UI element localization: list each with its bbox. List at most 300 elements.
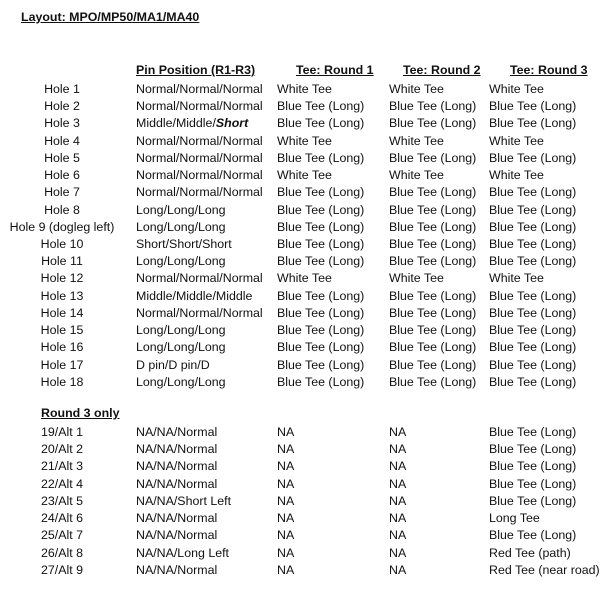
tee-round-1-cell	[277, 98, 364, 115]
pin-position-cell	[136, 202, 226, 219]
tee-round-2-text: NA	[389, 511, 407, 526]
tee-round-3-text: Blue Tee (Long)	[489, 116, 577, 131]
tee-round-1-text: Blue Tee (Long)	[277, 150, 365, 165]
hole-name-text: Hole 7	[44, 185, 80, 200]
header-tee-round-1: Tee: Round 1	[296, 63, 374, 77]
tee-round-2-text: Blue Tee (Long)	[389, 219, 477, 234]
hole-name-cell	[0, 322, 124, 339]
tee-round-1-text: Blue Tee (Long)	[277, 323, 365, 338]
hole-name-text: Hole 11	[41, 254, 83, 269]
tee-round-1-text: Blue Tee (Long)	[277, 305, 365, 320]
table-row	[0, 424, 600, 441]
hole-name-text: Hole 12	[40, 271, 84, 286]
tee-round-2-cell	[389, 115, 476, 132]
tee-round-3-text: White Tee	[489, 133, 544, 148]
hole-name-text: 25/Alt 7	[40, 528, 84, 543]
hole-name-text: Hole 2	[44, 99, 80, 114]
tee-round-3-cell	[489, 357, 576, 374]
hole-name-text: Hole 16	[40, 340, 84, 355]
tee-round-2-text: NA	[389, 442, 407, 457]
pin-position-text: Long/Long/Long	[136, 340, 226, 355]
pin-position-text: Normal/Normal/Normal	[136, 82, 263, 96]
tee-round-3-cell	[489, 184, 576, 201]
tee-round-3-text: Blue Tee (Long)	[489, 323, 577, 338]
tee-round-2-cell	[389, 202, 476, 219]
pin-position-cell	[136, 270, 263, 287]
tee-round-2-text: NA	[389, 528, 407, 543]
tee-round-2-cell	[389, 357, 476, 374]
hole-name-text: Hole 5	[44, 150, 80, 165]
tee-round-3-cell	[489, 253, 576, 270]
tee-round-3-text: Blue Tee (Long)	[489, 185, 577, 200]
hole-name-cell	[0, 167, 124, 184]
hole-name-cell	[0, 374, 124, 391]
tee-round-2-cell	[389, 545, 406, 562]
pin-position-cell	[136, 545, 229, 562]
tee-round-1-cell	[277, 527, 294, 544]
tee-round-1-text: NA	[277, 493, 295, 508]
pin-position-text: Normal/Normal/Normal	[136, 133, 263, 148]
tee-round-2-text: Blue Tee (Long)	[389, 202, 477, 217]
tee-round-3-text: Red Tee (path)	[489, 545, 571, 560]
pin-position-cell	[136, 322, 226, 339]
tee-round-1-text: Blue Tee (Long)	[277, 254, 365, 269]
pin-position-text: Normal/Normal/Normal	[136, 305, 263, 320]
tee-round-3-text: Blue Tee (Long)	[489, 442, 577, 457]
pin-position-text: D pin/D pin/D	[136, 357, 210, 372]
tee-round-3-cell	[489, 545, 571, 562]
tee-round-2-cell	[389, 562, 406, 579]
tee-round-3-cell	[489, 339, 576, 356]
tee-round-2-cell	[389, 322, 476, 339]
pin-position-text: NA/NA/Long Left	[136, 545, 229, 560]
tee-round-2-cell	[389, 305, 476, 322]
pin-emphasis-text: Short	[215, 116, 249, 131]
tee-round-2-text: Blue Tee (Long)	[389, 288, 477, 303]
pin-position-text: NA/NA/Short Left	[136, 493, 232, 508]
tee-round-3-cell	[489, 98, 576, 115]
header-tee-round-2: Tee: Round 2	[403, 63, 481, 77]
tee-round-1-text: Blue Tee (Long)	[277, 185, 365, 200]
pin-position-cell	[136, 167, 263, 184]
tee-round-2-cell	[389, 424, 406, 441]
tee-round-1-text: Blue Tee (Long)	[277, 374, 365, 389]
table-row	[0, 476, 600, 493]
tee-round-2-text: Blue Tee (Long)	[389, 357, 477, 372]
hole-name-cell	[0, 270, 124, 287]
hole-name-cell	[0, 184, 124, 201]
tee-round-2-cell	[389, 374, 476, 391]
tee-round-3-text: Blue Tee (Long)	[489, 202, 577, 217]
tee-round-1-cell	[277, 476, 294, 493]
pin-position-cell	[136, 441, 217, 458]
tee-round-3-text: Blue Tee (Long)	[489, 374, 577, 389]
tee-round-2-text: Blue Tee (Long)	[389, 150, 477, 165]
tee-round-3-text: Blue Tee (Long)	[489, 528, 577, 543]
table-row	[0, 305, 600, 322]
pin-position-text: Long/Long/Long	[136, 219, 226, 234]
pin-position-cell	[136, 424, 217, 441]
table-row	[0, 98, 600, 115]
hole-name-text: Hole 9 (dogleg left)	[9, 219, 115, 234]
tee-round-3-text: White Tee	[489, 271, 544, 286]
hole-name-cell	[0, 441, 124, 458]
table-row	[0, 81, 600, 98]
tee-round-3-text: Red Tee (near road)	[489, 562, 600, 577]
pin-position-cell	[136, 133, 263, 150]
tee-round-1-cell	[277, 184, 364, 201]
tee-round-2-text: Blue Tee (Long)	[389, 185, 477, 200]
tee-round-3-text: Blue Tee (Long)	[489, 150, 577, 165]
pin-position-text: NA/NA/Normal	[136, 562, 218, 577]
tee-round-2-cell	[389, 476, 406, 493]
tee-round-3-text: Blue Tee (Long)	[489, 425, 577, 439]
hole-name-text: Hole 6	[44, 168, 80, 183]
pin-position-cell	[136, 493, 231, 510]
table-row	[0, 458, 600, 475]
table-row	[0, 184, 600, 201]
tee-round-1-cell	[277, 167, 332, 184]
tee-round-3-cell	[489, 374, 576, 391]
tee-round-2-text: NA	[389, 476, 407, 491]
hole-name-text: 27/Alt 9	[40, 562, 84, 577]
pin-position-cell	[136, 374, 226, 391]
tee-round-1-cell	[277, 562, 294, 579]
tee-round-1-text: Blue Tee (Long)	[277, 288, 365, 303]
tee-round-1-cell	[277, 236, 364, 253]
hole-name-text: Hole 3	[44, 116, 80, 131]
pin-position-text: NA/NA/Normal	[136, 511, 218, 526]
hole-name-text: Hole 8	[44, 202, 80, 217]
tee-round-1-cell	[277, 357, 364, 374]
hole-name-cell	[0, 493, 124, 510]
table-row	[0, 202, 600, 219]
tee-round-3-cell	[489, 493, 576, 510]
tee-round-3-text: Blue Tee (Long)	[489, 288, 577, 303]
tee-round-3-text: Blue Tee (Long)	[489, 99, 577, 114]
tee-round-3-cell	[489, 527, 576, 544]
table-row	[0, 441, 600, 458]
tee-round-1-text: NA	[277, 442, 295, 457]
pin-position-text: NA/NA/Normal	[136, 459, 218, 474]
table-row	[0, 133, 600, 150]
table-row	[0, 493, 600, 510]
tee-round-3-cell	[489, 458, 576, 475]
table-row	[0, 374, 600, 391]
tee-round-3-cell	[489, 236, 576, 253]
pin-position-cell	[136, 98, 263, 115]
table-row	[0, 115, 600, 132]
header-tee-round-3: Tee: Round 3	[510, 63, 588, 77]
table-row	[0, 253, 600, 270]
hole-name-text: 26/Alt 8	[40, 545, 84, 560]
pin-position-cell	[136, 219, 226, 236]
tee-round-3-text: Blue Tee (Long)	[489, 493, 577, 508]
tee-round-2-text: NA	[389, 562, 407, 577]
tee-round-3-cell	[489, 150, 576, 167]
table-row	[0, 527, 600, 544]
hole-name-cell	[0, 562, 124, 579]
pin-position-cell	[136, 288, 252, 305]
tee-round-2-cell	[389, 150, 476, 167]
hole-name-text: 22/Alt 4	[40, 476, 84, 491]
hole-name-text: 19/Alt 1	[40, 425, 84, 439]
tee-round-1-text: Blue Tee (Long)	[277, 219, 365, 234]
pin-position-text: NA/NA/Normal	[136, 442, 218, 457]
table-row	[0, 339, 600, 356]
tee-round-2-text: Blue Tee (Long)	[389, 340, 477, 355]
hole-name-cell	[0, 288, 124, 305]
hole-name-cell	[0, 545, 124, 562]
pin-position-cell	[136, 527, 217, 544]
hole-name-cell	[0, 98, 124, 115]
pin-position-text: Long/Long/Long	[136, 254, 226, 269]
hole-name-cell	[0, 527, 124, 544]
pin-position-cell	[136, 253, 226, 270]
hole-name-cell	[0, 202, 124, 219]
tee-round-1-cell	[277, 202, 364, 219]
tee-round-3-cell	[489, 202, 576, 219]
header-pin-position: Pin Position (R1-R3)	[136, 63, 256, 77]
table-row	[0, 236, 600, 253]
tee-round-2-text: NA	[389, 459, 407, 474]
tee-round-1-cell	[277, 322, 364, 339]
pin-position-text: Short/Short/Short	[136, 236, 232, 251]
pin-position-cell	[136, 510, 217, 527]
tee-round-3-text: Blue Tee (Long)	[489, 357, 577, 372]
tee-round-1-text: Blue Tee (Long)	[277, 236, 365, 251]
tee-round-3-cell	[489, 441, 576, 458]
tee-round-2-cell	[389, 527, 406, 544]
hole-name-cell	[0, 510, 124, 527]
hole-name-text: Hole 18	[40, 374, 84, 389]
tee-round-1-text: White Tee	[277, 133, 332, 148]
hole-name-cell	[0, 150, 124, 167]
pin-position-cell	[136, 339, 226, 356]
tee-round-1-text: NA	[277, 511, 295, 526]
hole-name-cell	[0, 253, 124, 270]
tee-round-3-cell	[489, 167, 544, 184]
tee-round-3-text: Blue Tee (Long)	[489, 219, 577, 234]
tee-round-1-text: NA	[277, 528, 295, 543]
tee-round-3-text: Long Tee	[489, 511, 540, 526]
tee-round-2-cell	[389, 493, 406, 510]
hole-name-text: 20/Alt 2	[40, 442, 84, 457]
pin-position-cell	[136, 476, 217, 493]
pin-position-text: Normal/Normal/Normal	[136, 168, 263, 183]
tee-round-1-text: NA	[277, 476, 295, 491]
hole-name-cell	[0, 81, 124, 98]
tee-round-1-text: Blue Tee (Long)	[277, 202, 365, 217]
tee-round-3-text: Blue Tee (Long)	[489, 459, 577, 474]
pin-position-text: NA/NA/Normal	[136, 476, 218, 491]
tee-round-1-cell	[277, 493, 294, 510]
tee-round-1-cell	[277, 150, 364, 167]
pin-position-text: NA/NA/Normal	[136, 425, 218, 439]
pin-position-cell	[136, 357, 210, 374]
tee-round-2-text: White Tee	[389, 168, 444, 183]
tee-round-1-text: Blue Tee (Long)	[277, 99, 365, 114]
tee-round-2-text: Blue Tee (Long)	[389, 305, 477, 320]
tee-round-1-text: White Tee	[277, 271, 332, 286]
tee-round-2-text: NA	[389, 545, 407, 560]
tee-round-3-cell	[489, 270, 544, 287]
tee-round-2-cell	[389, 167, 444, 184]
hole-name-text: Hole 4	[44, 133, 80, 148]
hole-name-text: 23/Alt 5	[40, 493, 84, 508]
hole-name-cell	[0, 305, 124, 322]
hole-name-cell	[0, 424, 124, 441]
tee-round-3-cell	[489, 288, 576, 305]
tee-round-2-text: Blue Tee (Long)	[389, 254, 477, 269]
tee-round-1-text: White Tee	[277, 168, 332, 183]
tee-round-2-text: Blue Tee (Long)	[389, 374, 477, 389]
tee-round-1-cell	[277, 424, 294, 441]
pin-position-text: Long/Long/Long	[136, 374, 226, 389]
table-row	[0, 288, 600, 305]
tee-round-1-cell	[277, 305, 364, 322]
tee-round-3-text: White Tee	[489, 82, 544, 96]
pin-position-cell	[136, 115, 248, 132]
tee-round-2-cell	[389, 510, 406, 527]
tee-round-3-cell	[489, 476, 576, 493]
pin-position-text: Normal/Normal/Normal	[136, 185, 263, 200]
tee-round-2-cell	[389, 184, 476, 201]
tee-round-1-cell	[277, 510, 294, 527]
pin-position-text: Normal/Normal/Normal	[136, 150, 263, 165]
tee-round-3-cell	[489, 305, 576, 322]
pin-position-cell	[136, 236, 232, 253]
pin-position-text: Middle/Middle/	[136, 116, 216, 131]
tee-round-1-cell	[277, 458, 294, 475]
table-row	[0, 322, 600, 339]
tee-round-1-cell	[277, 115, 364, 132]
tee-round-1-text: NA	[277, 545, 295, 560]
hole-name-text: Hole 1	[44, 82, 80, 96]
tee-round-2-cell	[389, 441, 406, 458]
hole-name-text: Hole 17	[40, 357, 84, 372]
pin-position-text: Middle/Middle/Middle	[136, 288, 253, 303]
tee-round-2-cell	[389, 458, 406, 475]
hole-name-text: Hole 14	[40, 305, 84, 320]
table-row	[0, 545, 600, 562]
tee-round-3-cell	[489, 81, 544, 98]
tee-round-1-text: Blue Tee (Long)	[277, 116, 365, 131]
tee-round-2-text: NA	[389, 425, 407, 439]
tee-round-1-cell	[277, 133, 332, 150]
tee-round-1-cell	[277, 545, 294, 562]
hole-name-cell	[0, 219, 124, 236]
tee-round-1-text: Blue Tee (Long)	[277, 340, 365, 355]
tee-round-2-cell	[389, 339, 476, 356]
table-row	[0, 219, 600, 236]
tee-round-3-cell	[489, 219, 576, 236]
pin-position-text: Normal/Normal/Normal	[136, 271, 263, 286]
tee-round-1-cell	[277, 219, 364, 236]
pin-position-text: Normal/Normal/Normal	[136, 99, 263, 114]
tee-round-3-cell	[489, 322, 576, 339]
tee-round-3-text: Blue Tee (Long)	[489, 476, 577, 491]
tee-round-2-cell	[389, 133, 444, 150]
tee-round-2-cell	[389, 81, 444, 98]
tee-round-2-cell	[389, 253, 476, 270]
tee-round-3-cell	[489, 510, 540, 527]
round-3-only-title: Round 3 only	[41, 406, 120, 420]
hole-name-cell	[0, 133, 124, 150]
tee-round-1-cell	[277, 270, 332, 287]
tee-round-3-cell	[489, 115, 576, 132]
hole-name-text: 21/Alt 3	[40, 459, 84, 474]
table-row	[0, 167, 600, 184]
tee-round-2-cell	[389, 98, 476, 115]
tee-round-2-cell	[389, 270, 444, 287]
pin-position-cell	[136, 150, 263, 167]
table-row	[0, 510, 600, 527]
tee-round-2-text: Blue Tee (Long)	[389, 99, 477, 114]
hole-name-text: Hole 10	[40, 236, 84, 251]
layout-title: Layout: MPO/MP50/MA1/MA40	[21, 10, 200, 24]
tee-round-1-text: NA	[277, 562, 295, 577]
tee-round-3-cell	[489, 424, 576, 441]
tee-round-1-cell	[277, 288, 364, 305]
tee-round-3-text: White Tee	[489, 168, 544, 183]
table-row	[0, 562, 600, 579]
hole-name-cell	[0, 458, 124, 475]
hole-name-text: 24/Alt 6	[40, 511, 84, 526]
tee-round-1-cell	[277, 441, 294, 458]
tee-round-1-cell	[277, 374, 364, 391]
hole-name-cell	[0, 115, 124, 132]
tee-round-2-text: Blue Tee (Long)	[389, 236, 477, 251]
pin-position-text: Long/Long/Long	[136, 323, 226, 338]
pin-position-cell	[136, 458, 217, 475]
tee-round-3-cell	[489, 562, 600, 579]
hole-name-text: Hole 13	[40, 288, 84, 303]
tee-round-3-text: Blue Tee (Long)	[489, 236, 577, 251]
tee-round-2-cell	[389, 236, 476, 253]
tee-round-3-cell	[489, 133, 544, 150]
tee-round-3-text: Blue Tee (Long)	[489, 254, 577, 269]
tee-round-1-cell	[277, 253, 364, 270]
tee-round-1-text: Blue Tee (Long)	[277, 357, 365, 372]
pin-position-cell	[136, 305, 263, 322]
tee-round-2-text: White Tee	[389, 133, 444, 148]
tee-round-1-text: NA	[277, 425, 295, 439]
hole-name-cell	[0, 236, 124, 253]
tee-round-2-text: White Tee	[389, 82, 444, 96]
pin-position-text: Long/Long/Long	[136, 202, 226, 217]
table-row	[0, 270, 600, 287]
tee-round-1-text: NA	[277, 459, 295, 474]
tee-round-2-text: Blue Tee (Long)	[389, 323, 477, 338]
hole-name-cell	[0, 339, 124, 356]
tee-round-2-text: NA	[389, 493, 407, 508]
pin-position-text: NA/NA/Normal	[136, 528, 218, 543]
tee-round-2-text: White Tee	[389, 271, 444, 286]
pin-position-cell	[136, 184, 263, 201]
tee-round-1-cell	[277, 339, 364, 356]
hole-name-cell	[0, 357, 124, 374]
tee-round-2-text: Blue Tee (Long)	[389, 116, 477, 131]
tee-round-3-text: Blue Tee (Long)	[489, 305, 577, 320]
tee-round-1-text: White Tee	[277, 82, 332, 96]
tee-round-3-text: Blue Tee (Long)	[489, 340, 577, 355]
tee-round-2-cell	[389, 288, 476, 305]
pin-position-cell	[136, 562, 217, 579]
hole-name-cell	[0, 476, 124, 493]
tee-round-2-cell	[389, 219, 476, 236]
table-row	[0, 357, 600, 374]
